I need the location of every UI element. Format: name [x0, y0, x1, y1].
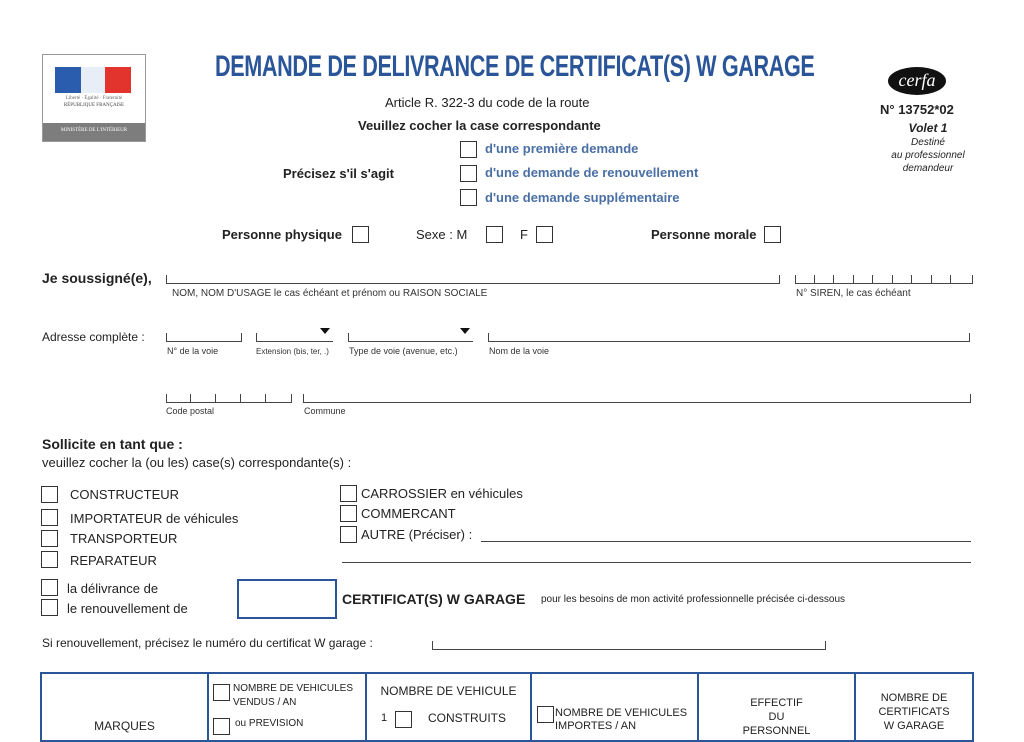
postal-code-caption: Code postal [166, 406, 215, 416]
cerfa-dest-1: Destiné [911, 137, 945, 148]
certificate-note: pour les besoins de mon activité professionnelle précisée ci-dessous [541, 594, 846, 605]
logo-republic: RÉPUBLIQUE FRANÇAISE [63, 103, 125, 108]
street-number-caption: N° de la voie [167, 346, 219, 356]
autre-field[interactable] [481, 541, 971, 542]
cerfa-logo [888, 67, 946, 95]
certificate-count-field[interactable] [237, 579, 337, 619]
request-type-label: Précisez s'il s'agit [283, 166, 394, 181]
commercant-label: COMMERCANT [361, 506, 456, 521]
col-imported-b: IMPORTES / AN [555, 720, 637, 732]
col-staff-a: EFFECTIF [750, 697, 803, 709]
importateur-checkbox[interactable] [41, 509, 58, 526]
sex-f-label: F [520, 227, 528, 242]
chevron-down-icon[interactable] [320, 328, 330, 334]
col-certs-b: CERTIFICATS [878, 706, 950, 718]
street-type-caption: Type de voie (avenue, etc.) [349, 346, 458, 356]
sex-m-checkbox[interactable] [486, 226, 503, 243]
cerfa-number: N° 13752*02 [880, 102, 954, 117]
built-checkbox[interactable] [395, 711, 412, 728]
page-title: DEMANDE DE DELIVRANCE DE CERTIFICAT(S) W GARAGE [215, 50, 815, 83]
sex-m-label: Sexe : M [416, 227, 468, 242]
logo-ministry: MINISTÈRE DE L'INTÉRIEUR [60, 128, 128, 133]
col-sold-a: NOMBRE DE VEHICULES [233, 683, 354, 694]
street-name-field[interactable] [488, 333, 970, 342]
col-built-label: CONSTRUITS [428, 711, 506, 725]
autre-field-line-2[interactable] [342, 562, 971, 563]
city-caption: Commune [304, 406, 346, 416]
cerfa-dest-2: au professionnel [891, 150, 965, 161]
col-sold-b: VENDUS / AN [233, 697, 297, 708]
physical-person-label: Personne physique [222, 227, 342, 242]
sex-f-checkbox[interactable] [536, 226, 553, 243]
constructeur-label: CONSTRUCTEUR [70, 487, 180, 502]
autre-label: AUTRE (Préciser) : [361, 527, 473, 542]
cerfa-dest-3: demandeur [902, 163, 954, 174]
first-request-label: d'une première demande [485, 141, 639, 156]
moral-person-label: Personne morale [651, 227, 757, 242]
vehicles-sold-checkbox[interactable] [213, 684, 230, 701]
col-staff-b: DU [768, 711, 785, 723]
transporteur-label: TRANSPORTEUR [70, 531, 178, 546]
cerfa-logo-text: cerfa [898, 70, 936, 90]
solicit-subtitle: veuillez cocher la (ou les) case(s) correspondante(s) : [42, 455, 352, 470]
renewal-request-label: d'une demande de renouvellement [485, 165, 699, 180]
moral-person-checkbox[interactable] [764, 226, 781, 243]
cerfa-volet: Volet 1 [908, 121, 948, 135]
name-field[interactable] [166, 275, 780, 284]
siren-caption: N° SIREN, le cas échéant [796, 288, 911, 299]
ministry-logo [42, 54, 146, 142]
col-sold-c: ou PREVISION [235, 718, 304, 729]
col-vehicle-num: 1 [381, 712, 388, 724]
check-instruction: Veuillez cocher la case correspondante [358, 118, 601, 133]
name-caption: NOM, NOM D'USAGE le cas échéant et prénom ou RAISON SOCIALE [172, 288, 488, 299]
certificate-label: CERTIFICAT(S) W GARAGE [342, 591, 526, 607]
vehicles-forecast-checkbox[interactable] [213, 718, 230, 735]
chevron-down-icon[interactable] [460, 328, 470, 334]
constructeur-checkbox[interactable] [41, 486, 58, 503]
postal-code-field[interactable] [166, 394, 292, 403]
article-reference: Article R. 322-3 du code de la route [385, 95, 590, 110]
col-certs-c: W GARAGE [883, 720, 945, 732]
delivery-checkbox[interactable] [41, 579, 58, 596]
additional-request-checkbox[interactable] [460, 189, 477, 206]
street-type-select[interactable] [348, 333, 473, 342]
carrossier-label: CARROSSIER en véhicules [361, 486, 523, 501]
reparateur-label: REPARATEUR [70, 553, 157, 568]
renewal-number-label: Si renouvellement, précisez le numéro du certificat W garage : [42, 636, 373, 650]
commercant-checkbox[interactable] [340, 505, 357, 522]
importateur-label: IMPORTATEUR de véhicules [70, 511, 239, 526]
city-field[interactable] [303, 394, 971, 403]
street-name-caption: Nom de la voie [489, 346, 550, 356]
imported-checkbox[interactable] [537, 706, 554, 723]
col-staff-c: PERSONNEL [742, 725, 811, 737]
solicit-title: Sollicite en tant que : [42, 436, 183, 452]
autre-checkbox[interactable] [340, 526, 357, 543]
renewal-number-field[interactable] [432, 641, 826, 650]
physical-person-checkbox[interactable] [352, 226, 369, 243]
first-request-checkbox[interactable] [460, 141, 477, 158]
street-number-field[interactable] [166, 333, 242, 342]
address-label: Adresse complète : [42, 330, 145, 344]
extension-select[interactable] [256, 333, 333, 342]
col-vehicle-count: NOMBRE DE VEHICULE [380, 684, 517, 698]
col-brands: MARQUES [94, 719, 155, 733]
marianne-flag-icon [55, 67, 131, 93]
col-imported-a: NOMBRE DE VEHICULES [555, 707, 688, 719]
transporteur-checkbox[interactable] [41, 530, 58, 547]
renewal-request-checkbox[interactable] [460, 165, 477, 182]
reparateur-checkbox[interactable] [41, 551, 58, 568]
renewal-checkbox[interactable] [41, 599, 58, 616]
logo-motto: Liberté · Égalité · Fraternité [65, 96, 123, 101]
extension-caption: Extension (bis, ter, .) [256, 347, 329, 356]
col-certs-a: NOMBRE DE [880, 692, 948, 704]
renewal-label: le renouvellement de [67, 601, 188, 616]
undersigned-label: Je soussigné(e), [42, 270, 152, 286]
siren-field[interactable] [795, 275, 973, 284]
additional-request-label: d'une demande supplémentaire [485, 190, 680, 205]
carrossier-checkbox[interactable] [340, 485, 357, 502]
delivery-label: la délivrance de [67, 581, 159, 596]
